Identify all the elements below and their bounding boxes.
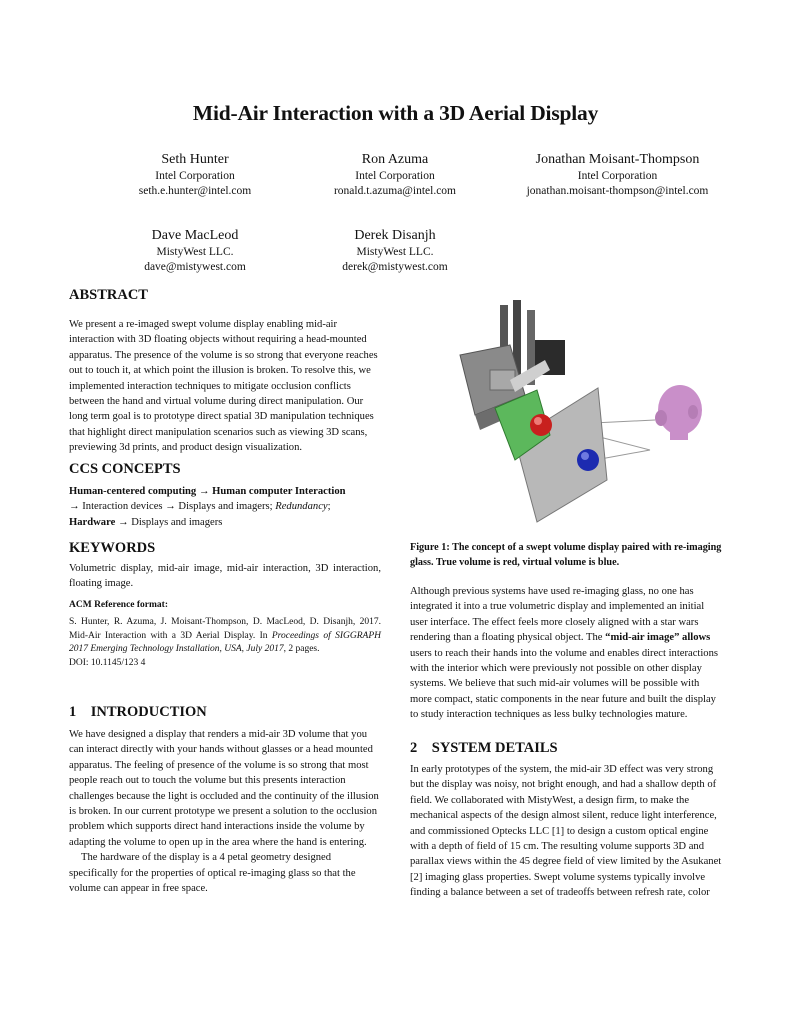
ccs-term: Hardware [69, 516, 116, 528]
author-email: dave@mistywest.com [144, 261, 246, 273]
ccs-term: Human computer Interaction [212, 486, 346, 497]
intro-paragraph: We have designed a display that renders a mid-air 3D volume that you can interact directly with your hands without glasses or a head mounted apparatus. The feeling of presence of the volume is so strong that most people reach out to touch the volume but this presents interaction challenges because the light is occluded and the continuity of the illusion is broken. In our current prototype we present a solution to the occlusion problem which supports direct hand interactions inside the volume by adapting the volume to open up in the area where the hand is entering. [69, 729, 379, 848]
doi: DOI: 10.1145/123 4 [69, 657, 146, 668]
sphere-highlight [581, 452, 589, 460]
ccs-term: → Displays and imagers [115, 516, 223, 528]
abstract-heading: ABSTRACT [69, 287, 148, 303]
author-name: Derek Disanjh [354, 228, 436, 243]
author-block [95, 227, 295, 275]
intro-paragraph: The hardware of the display is a 4 petal geometry designed specifically for the properties of optical re-imaging glass so that the volume can appear in free space. [69, 852, 356, 895]
author-block [295, 151, 495, 199]
figure-caption: Figure 1: The concept of a swept volume display paired with re-imaging glass. True volume is red, virtual volume is blue. [410, 542, 722, 568]
figure-svg [455, 300, 725, 530]
author-block [95, 151, 295, 199]
neck-shape [670, 430, 688, 440]
author-name: Ron Azuma [361, 152, 429, 167]
acm-ref-part: , 2 pages. [283, 644, 320, 654]
figure-1-illustration [455, 300, 725, 530]
author-affiliation: Intel Corporation [155, 170, 235, 182]
ccs-arrow: → [196, 486, 213, 497]
author-name: Dave MacLeod [151, 228, 239, 243]
author-affiliation: MistyWest LLC. [356, 246, 434, 258]
ccs-heading: CCS CONCEPTS [69, 461, 181, 477]
author-name: Seth Hunter [161, 152, 229, 167]
author-affiliation: Intel Corporation [577, 170, 658, 182]
viewer-head [655, 385, 702, 440]
paragraph-part: users to reach their hands into the volume and enables direct interactions with the interior which were previously not possible on other display systems. We believe that such mid-air volumes will be possible with more compact, static components in the near future and built the display to study interaction techniques as less bulky technologies mature. [410, 647, 718, 721]
ccs-punct: ; [327, 501, 331, 513]
virtual-volume-blue-sphere [577, 449, 599, 471]
author-block [505, 151, 730, 199]
acm-ref-venue: Proceedings of SIGGRAPH 2017 Emerging Technology Installation, USA, July 2017 [69, 630, 381, 654]
acm-ref-heading: ACM Reference format: [69, 600, 168, 610]
author-email: seth.e.hunter@intel.com [138, 185, 252, 197]
acm-ref-text [69, 616, 381, 670]
ccs-term: Human-centered computing [69, 486, 197, 497]
author-name: Jonathan Moisant-Thompson [535, 152, 700, 167]
system-heading: 2 SYSTEM DETAILS [410, 740, 558, 756]
author-email: jonathan.moisant-thompson@intel.com [526, 185, 709, 197]
intro-heading: 1 INTRODUCTION [69, 704, 207, 720]
ccs-concepts [69, 484, 381, 530]
paragraph-part: Although previous systems have used re-imaging glass, no one has integrated it into a true volumetric display and implemented an initial user interface. The effect feels more closely aligned with a star wars rendering than a floating physical object. The [410, 586, 705, 644]
ear-shape [688, 405, 698, 419]
system-text: In early prototypes of the system, the mid-air 3D effect was very strong but the display was noisy, not bright enough, and had a shallow depth of field. We collaborated with MistyWest, a design firm, to make the mechanical aspects of the design almost silent, reduce light interference, and commissioned Optecks LLC [1] to design a custom optical engine with a depth of field of 15 cm. The resulting volume supports 3D and parallax views within the 45 degree field of view limited by the Asukanet [2] imaging glass properties. Swept volume systems typically involve finding a balance between a set of tradeoffs between refresh rate, color [410, 764, 722, 899]
acm-ref-part: S. Hunter, R. Azuma, J. Moisant-Thompson, D. MacLeod, D. Disanjh, 2017. Mid-Air Interaction with a 3D Aerial Display. In [69, 617, 381, 641]
author-affiliation: MistyWest LLC. [156, 246, 234, 258]
keywords-heading: KEYWORDS [69, 540, 156, 556]
right-paragraph [410, 584, 722, 723]
ccs-term: Redundancy [275, 501, 328, 513]
face-shape [655, 410, 667, 426]
author-email: ronald.t.azuma@intel.com [333, 185, 457, 197]
ccs-term: → Interaction devices → Displays and imagers; [69, 501, 276, 513]
paper-title: Mid-Air Interaction with a 3D Aerial Display [192, 101, 599, 125]
intro-body [69, 727, 381, 896]
paragraph-bold: “mid-air image” allows [605, 632, 711, 644]
author-affiliation: Intel Corporation [355, 170, 435, 182]
keywords-text: Volumetric display, mid-air image, mid-air interaction, 3D interaction, floating image. [69, 563, 381, 590]
author-email: derek@mistywest.com [342, 261, 448, 273]
true-volume-red-sphere [530, 414, 552, 436]
author-block [295, 227, 495, 275]
sphere-highlight [534, 417, 542, 425]
abstract-text: We present a re-imaged swept volume display enabling mid-air interaction with 3D floating objects without requiring a head-mounted apparatus. The presence of the volume is so strong that everyone reaches out to touch it, at which point the illusion is broken. To resolve this, we implemented interaction techniques to mitigate occlusion conflicts between the hand and virtual volume during direct manipulation. Our long term goal is to prototype direct spatial 3D manipulation techniques that highlight direct manipulation scenarios such as viewing 3D scans, previewing 3d prints, and product design visualization. [69, 319, 378, 454]
